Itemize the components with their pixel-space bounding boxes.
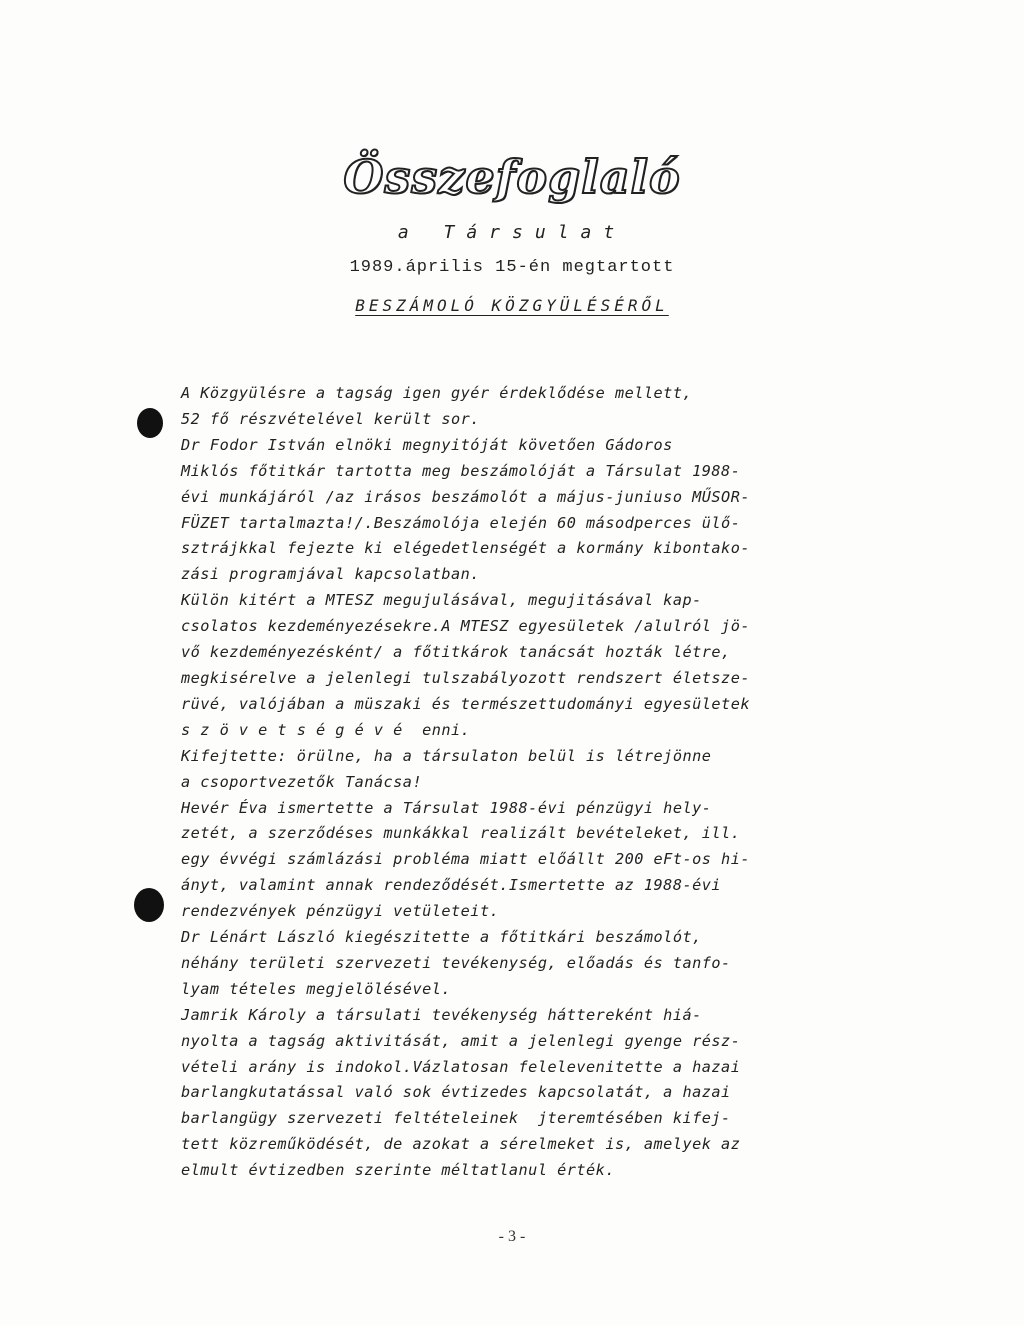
body-paragraph: A Közgyülésre a tagság igen gyér érdeklődése mellett, 52 fő részvételével került sor.	[181, 384, 693, 428]
punch-hole	[137, 408, 163, 438]
body-paragraph: Kifejtette: örülne, ha a társulaton belül is létrejönne a csoportvezetők Tanácsa!	[181, 746, 712, 791]
document-title	[0, 296, 1024, 315]
meeting-date-line: 1989.április 15-én megtartott	[349, 258, 675, 277]
body-paragraph: Jamrik Károly a társulati tevékenység háttereként hiá- nyolta a tagság aktivitását, amit a jelenlegi gyenge rész- vételi arány is indokol.Vázlatosan felelevenitette a hazai barlangkutatással való sok évtizedes kapcsolatát, a hazai barlangügy szervezeti feltételeinek jteremtésében kifej- tett közreműködését, de azokat a sérelmeket is, amelyek az elmult évtizedben szerinte méltatlanul érték.	[181, 1005, 741, 1180]
body-paragraph: Dr Fodor István elnöki megnyitóját követően Gádoros Miklós főtitkár tartotta meg beszámolóját a Társulat 1988- évi munkájáról /az irásos beszámolót a május-juniuso MŰSOR- FÜZET tartalmazta!/.Beszámolója elején 60 másodperces ülő- sztrájkkal fejezte ki elégedetlenségét a kormány kibontako- zási programjával kapcsolatban.	[181, 435, 750, 584]
punch-hole	[134, 888, 164, 922]
document-heading: Összefoglaló	[343, 150, 681, 204]
body-paragraph: Külön kitért a MTESZ megujulásával, megujitásával kap- csolatos kezdeményezésekre.A MTESZ egyesületek /alulról jö- vő kezdeményezésként/ a főtitkárok tanácsát hozták létre, megkisérelve a jelenlegi tulszabályozott rendszert életsze- rüvé, valójában a müszaki és természettudományi egyesületek s z ö v e t s é g é v é enni.	[181, 591, 750, 739]
document-body	[181, 381, 831, 1184]
page-number: - 3 -	[498, 1228, 526, 1245]
body-paragraph: Dr Lénárt László kiegészitette a főtitkári beszámolót, néhány területi szervezeti tevékenység, előadás és tanfo- lyam tételes megjelölésével.	[181, 928, 731, 998]
body-paragraph: Hevér Éva ismertette a Társulat 1988-évi pénzügyi hely- zetét, a szerződéses munkákkal realizált bevételeket, ill. egy évvégi számlázási probléma miatt előállt 200 eFt-os hi- ányt, valamint annak rendeződését.Ismertette az 1988-évi rendezvények pénzügyi vetületeit.	[181, 798, 750, 921]
document-subject: a Társulat	[397, 222, 627, 243]
document-title-text: BESZÁMOLÓ KÖZGYÜLÉSÉRŐL	[355, 296, 669, 315]
